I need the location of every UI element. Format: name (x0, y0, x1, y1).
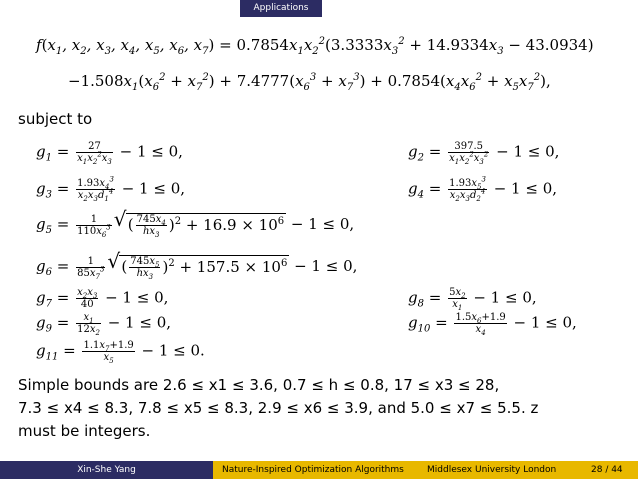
constraint-g2: $g_2$ = $\frac{397.5}{x_1x_2^2x_3^2}$ − 1 ≤ 0, (408, 141, 560, 166)
top-navigation-bar (0, 0, 638, 17)
constraint-g6: $g_6$ = $\frac{1}{85x_7^3}$ √ ( $\frac{745x_5}{hx_3}$ )$^2 + 157.5 \times 10^6 - 1 \le 0$, (36, 249, 358, 281)
footer-page-number: 28 / 44 (591, 465, 623, 475)
section-tab-applications[interactable]: Applications (240, 0, 322, 17)
constraint-g1: $g_1$ = $\frac{27}{x_1x_2^2x_3}$ − 1 ≤ 0, (36, 141, 183, 166)
footer-bar (0, 461, 638, 479)
constraint-g11: $g_{11}$ = $\frac{1.1x_7+1.9}{x_5}$ − 1 ≤ 0. (36, 340, 205, 365)
constraint-g7: $g_7$ = $\frac{x_2x_3}{40}$ − 1 ≤ 0, (36, 287, 169, 310)
constraint-g4: $g_4$ = $\frac{1.93x_5^3}{x_2x_3d_2^4}$ − 1 ≤ 0, (408, 175, 558, 203)
slide-content (0, 17, 638, 461)
constraint-g9: $g_9$ = $\frac{x_1}{12x_2}$ − 1 ≤ 0, (36, 312, 172, 337)
constraint-g5: $g_5$ = $\frac{1}{110x_6^3}$ √ ( $\frac{745x_4}{hx_3}$ )$^2 + 16.9 \times 10^6 - 1 \le 0$, (36, 207, 355, 239)
objective-line-2 (68, 72, 551, 93)
footer-institution[interactable]: Middlesex University London (427, 465, 557, 475)
footer-info (213, 461, 638, 479)
bounds-line-1: Simple bounds are 2.6 ≤ x1 ≤ 3.6, 0.7 ≤ h ≤ 0.8, 17 ≤ x3 ≤ 28, (18, 376, 500, 394)
constraint-g3: $g_3$ = $\frac{1.93x_4^3}{x_2x_3d_1^4}$ − 1 ≤ 0, (36, 175, 186, 203)
footer-author[interactable]: Xin-She Yang (0, 461, 213, 479)
objective-line-2-text: $-1.508x_1(x_6^2 + x_7^2) + 7.4777(x_6^3 + x_7^3) + 0.7854(x_4x_6^2 + x_5x_7^2)$, (68, 72, 551, 93)
objective-line-1-text: $f(x_1$, $x_2$, $x_3$, $x_4$, $x_5$, $x_6$, $x_7) = 0.7854x_1x_2^2(3.3333x_3^2 + 14.9334x_3 - 43.0934)$ (36, 36, 594, 57)
footer-title[interactable]: Nature-Inspired Optimization Algorithms (222, 465, 404, 475)
subject-to-label: subject to (18, 110, 93, 128)
bounds-line-3: must be integers. (18, 422, 151, 440)
constraint-g8: $g_8$ = $\frac{5x_2}{x_1}$ − 1 ≤ 0, (408, 287, 537, 312)
constraint-g10: $g_{10}$ = $\frac{1.5x_6+1.9}{x_4}$ − 1 ≤ 0, (408, 312, 577, 337)
objective-line-1 (36, 36, 594, 57)
bounds-line-2: 7.3 ≤ x4 ≤ 8.3, 7.8 ≤ x5 ≤ 8.3, 2.9 ≤ x6 ≤ 3.9, and 5.0 ≤ x7 ≤ 5.5. z (18, 399, 539, 417)
